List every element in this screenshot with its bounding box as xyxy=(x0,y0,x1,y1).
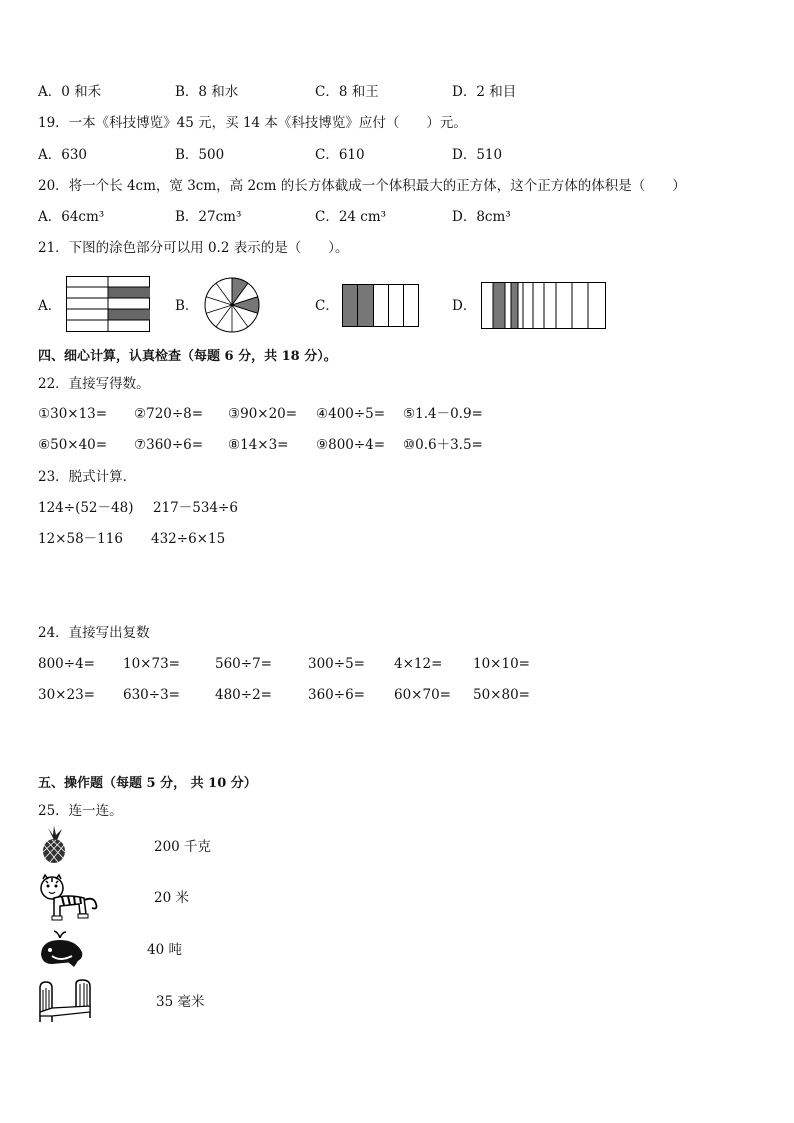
q25-stem: 25．连一连。 xyxy=(38,803,123,819)
q22-item-5: ⑤1.4－0.9= xyxy=(403,406,483,422)
q18-option-c: C．8 和王 xyxy=(315,84,379,100)
q22-item-3: ③90×20= xyxy=(228,406,298,422)
pineapple-icon xyxy=(38,826,70,864)
q23-stem: 23．脱式计算． xyxy=(38,469,137,485)
section4-title: 四、细心计算，认真检查（每题 6 分，共 18 分）。 xyxy=(38,349,337,364)
q24-stem: 24．直接写出复数 xyxy=(38,625,150,641)
q24-item-2: 10×73= xyxy=(123,656,180,672)
q23-item-2: 217－534÷6 xyxy=(153,500,238,516)
q22-item-6: ⑥50×40= xyxy=(38,437,108,453)
q25-item-2: 20 米 xyxy=(154,890,189,906)
q25-item-4: 35 毫米 xyxy=(156,994,205,1010)
q24-item-6: 10×10= xyxy=(473,656,530,672)
q21-label-a: A． xyxy=(38,298,62,314)
q25-item-1: 200 千克 xyxy=(154,839,212,855)
q20-option-c: C．24 cm³ xyxy=(315,209,387,225)
q24-item-10: 360÷6= xyxy=(308,687,365,703)
q24-item-5: 4×12= xyxy=(394,656,443,672)
q22-item-1: ①30×13= xyxy=(38,406,108,422)
q24-item-12: 50×80= xyxy=(473,687,530,703)
q21-label-d: D． xyxy=(452,298,477,314)
q20-option-d: D．8cm³ xyxy=(452,209,511,225)
q19-option-c: C．610 xyxy=(315,147,365,163)
q19-option-a: A．630 xyxy=(38,147,88,163)
q23-item-3: 12×58－116 xyxy=(38,531,123,547)
q22-item-2: ②720÷8= xyxy=(134,406,204,422)
whale-icon xyxy=(38,928,86,968)
q20-stem: 20．将一个长 4cm，宽 3cm，高 2cm 的长方体截成一个体积最大的正方体，这个正方体的体积是（ ） xyxy=(38,178,686,194)
q19-option-b: B．500 xyxy=(175,147,225,163)
q18-option-d: D．2 和目 xyxy=(452,84,517,100)
q25-item-3: 40 吨 xyxy=(147,942,182,958)
q22-item-8: ⑧14×3= xyxy=(228,437,289,453)
q24-item-7: 30×23= xyxy=(38,687,95,703)
q18-option-b: B．8 和水 xyxy=(175,84,239,100)
q24-item-3: 560÷7= xyxy=(215,656,272,672)
q19-stem: 19．一本《科技博览》45 元，买 14 本《科技博览》应付（ ）元。 xyxy=(38,115,467,131)
q20-option-a: A．64cm³ xyxy=(38,209,105,225)
q18-option-a: A．0 和禾 xyxy=(38,84,102,100)
q20-option-b: B．27cm³ xyxy=(175,209,242,225)
tiger-icon xyxy=(38,874,100,922)
q22-item-10: ⑩0.6＋3.5= xyxy=(403,437,483,453)
q24-item-11: 60×70= xyxy=(394,687,451,703)
q21-stem: 21．下图的涂色部分可以用 0.2 表示的是（ ）。 xyxy=(38,240,349,256)
q22-item-7: ⑦360÷6= xyxy=(134,437,204,453)
figure-d-bars xyxy=(481,282,607,329)
q22-item-9: ⑨800÷4= xyxy=(316,437,386,453)
q24-item-4: 300÷5= xyxy=(308,656,365,672)
q21-label-b: B． xyxy=(175,298,199,314)
section5-title: 五、操作题（每题 5 分， 共 10 分） xyxy=(38,776,257,791)
figure-c-bars xyxy=(342,284,420,327)
q24-item-1: 800÷4= xyxy=(38,656,95,672)
q22-item-4: ④400÷5= xyxy=(316,406,386,422)
q23-item-1: 124÷(52－48) xyxy=(38,500,134,516)
figure-a-grid xyxy=(66,276,151,332)
q22-stem: 22．直接写得数。 xyxy=(38,376,150,392)
q21-label-c: C． xyxy=(315,298,339,314)
q23-item-4: 432÷6×15 xyxy=(151,531,226,547)
q24-item-9: 480÷2= xyxy=(215,687,272,703)
q24-item-8: 630÷3= xyxy=(123,687,180,703)
figure-b-circle xyxy=(204,277,260,333)
bed-icon xyxy=(38,978,94,1022)
q19-option-d: D．510 xyxy=(452,147,503,163)
